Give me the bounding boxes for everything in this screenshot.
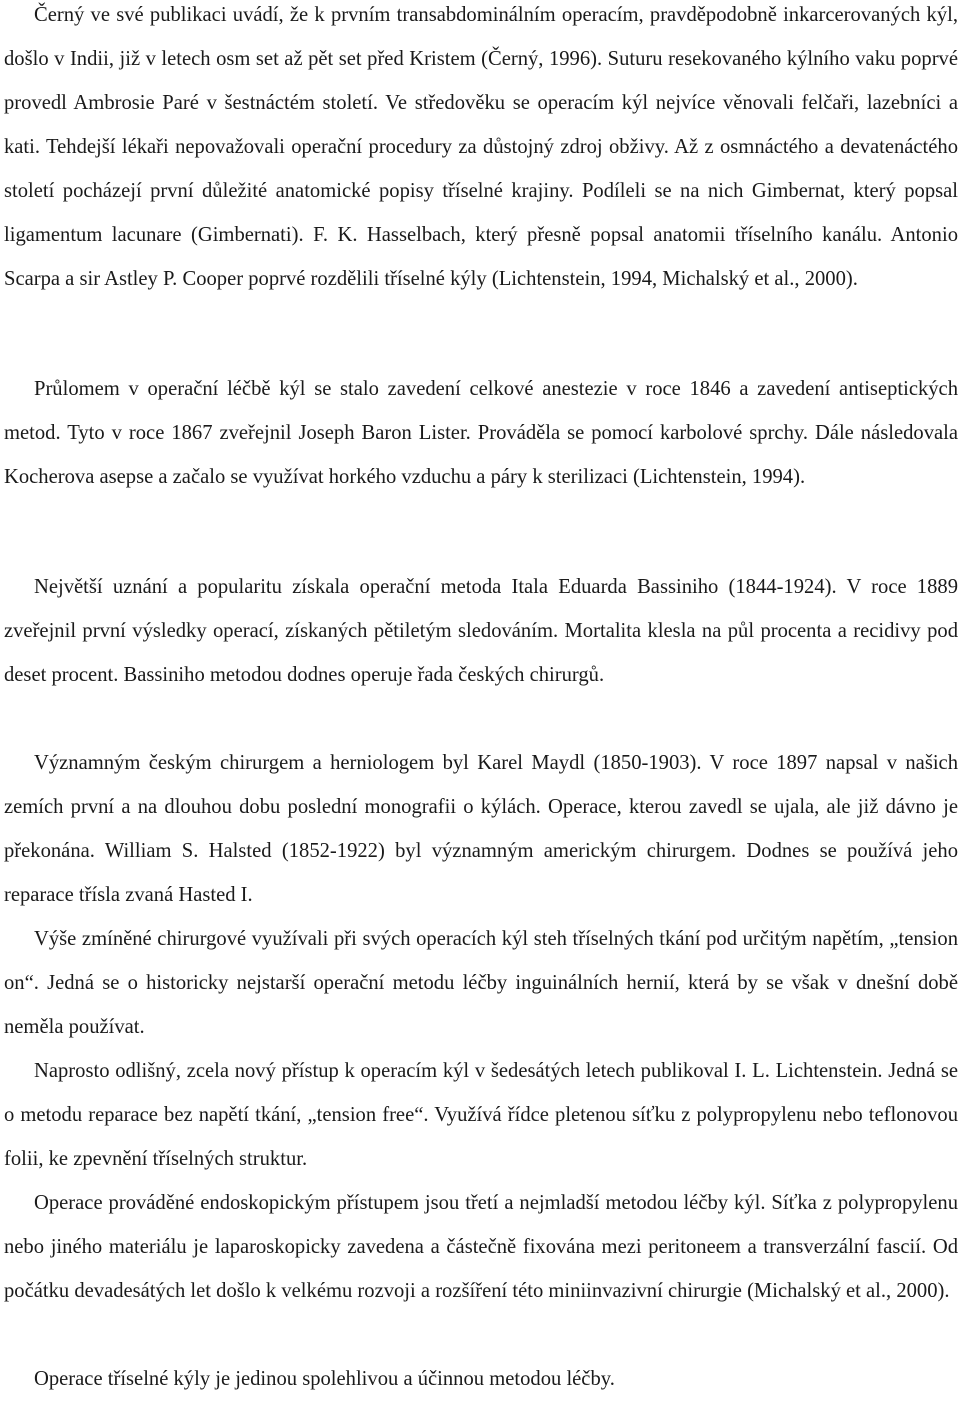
paragraph-maydl-halsted: Významným českým chirurgem a herniologem byl Karel Maydl (1850-1903). V roce 1897 napsal v našich zemích první a na dlouhou dobu poslední monografii o kýlách. Operace, kterou zavedl se ujala, ale již dávno je překonána. William S. Halsted (1852-1922) byl významným americkým chirurgem. Dodnes se používá jeho reparace třísla zvaná Hasted I. — [4, 752, 958, 906]
paragraph-endoscopic: Operace prováděné endoskopickým přístupem jsou třetí a nejmladší metodou léčby kýl. Síťka z polypropylenu nebo jiného materiálu je laparoskopicky zavedena a částečně fixována mezi peritoneem a transverzální fascií. Od počátku devadesátých let došlo k velkému rozvoji a rozšíření této miniinvazivní chirurgie (Michalský et al., 2000). — [4, 1192, 958, 1302]
paragraph-bassini: Největší uznání a popularitu získala operační metoda Itala Eduarda Bassiniho (1844-1924). V roce 1889 zveřejnil první výsledky operací, získaných pětiletým sledováním. Mortalita klesla na půl procenta a recidivy pod deset procent. Bassiniho metodou dodnes operuje řada českých chirurgů. — [4, 576, 958, 686]
paragraph-conclusion: Operace tříselné kýly je jedinou spolehlivou a účinnou metodou léčby. — [34, 1368, 615, 1390]
paragraph-tension-on: Výše zmíněné chirurgové využívali při svých operacích kýl steh tříselných tkání pod určitým napětím, „tension on“. Jedná se o historicky nejstarší operační metodu léčby inguinálních hernií, která by se však v dnešní době neměla používat. — [4, 928, 958, 1038]
paragraph-lichtenstein: Naprosto odlišný, zcela nový přístup k operacím kýl v šedesátých letech publikoval I. L. Lichtenstein. Jedná se o metodu reparace bez napětí tkání, „tension free“. Využívá řídce pletenou síťku z polypropylenu nebo teflonovou folii, ke zpevnění tříselných struktur. — [4, 1060, 958, 1170]
paragraph-ancient-history: Černý ve své publikaci uvádí, že k prvním transabdominálním operacím, pravděpodobně inkarcerovaných kýl, došlo v Indii, již v letech osm set až pět set před Kristem (Černý, 1996). Suturu resekovaného kýlního vaku poprvé provedl Ambrosie Paré v šestnáctém století. Ve středověku se operacím kýl nejvíce věnovali felčaři, lazebníci a kati. Tehdejší lékaři nepovažovali operační procedury za důstojný zdroj obživy. Až z osmnáctého a devatenáctého století pocházejí první důležité anatomické popisy tříselné krajiny. Podíleli se na nich Gimbernat, který popsal ligamentum lacunare (Gimbernati). F. K. Hasselbach, který přesně popsal anatomii tříselního kanálu. Antonio Scarpa a sir Astley P. Cooper poprvé rozdělili tříselné kýly (Lichtenstein, 1994, Michalský et al., 2000). — [4, 4, 958, 290]
paragraph-anesthesia-antisepsis: Průlomem v operační léčbě kýl se stalo zavedení celkové anestezie v roce 1846 a zavedení antiseptických metod. Tyto v roce 1867 zveřejnil Joseph Baron Lister. Prováděla se pomocí karbolové sprchy. Dále následovala Kocherova asepse a začalo se využívat horkého vzduchu a páry k sterilizaci (Lichtenstein, 1994). — [4, 378, 958, 488]
